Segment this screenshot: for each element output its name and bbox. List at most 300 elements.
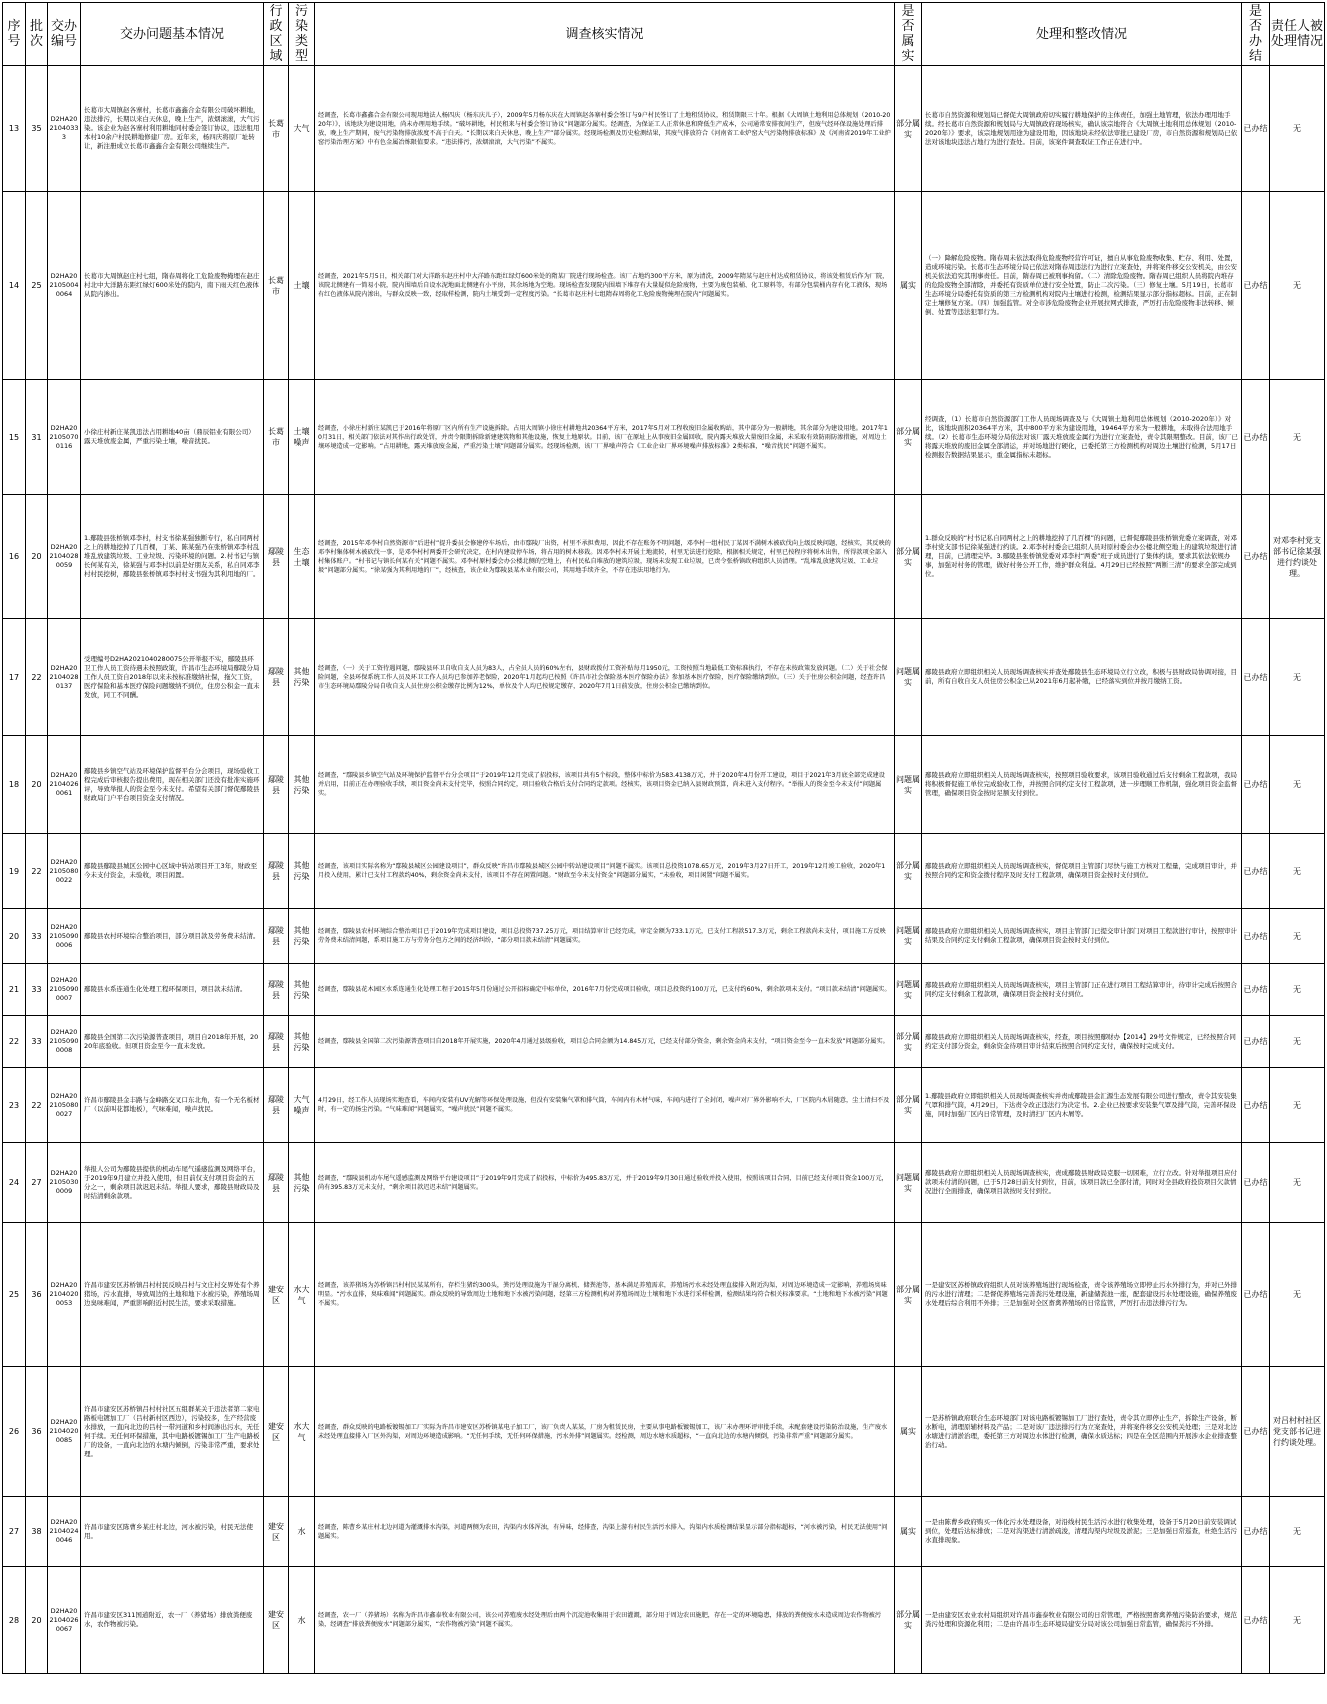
row-code-text: D2HA2021040200085 bbox=[49, 1418, 79, 1444]
true-header: 是否属实 bbox=[895, 3, 922, 66]
row-handling bbox=[922, 192, 1242, 380]
row-done-text: 已办结 bbox=[1243, 432, 1268, 442]
row-handling-text: 1.鄢陵县政府立即组织相关人员现场调查核实并责成鄢陵县金汇源生态发展有限公司进行整改，责令其安装集气罩和排气筒，4月29日，下达责令改正违法行为决定书。2.企业已按要求安装集气罩及排气筒，完善环保设施，同时加强厂区内日常管理，及时清扫厂区内木屑等。 bbox=[925, 1091, 1237, 1118]
row-seq bbox=[3, 192, 26, 380]
row-true bbox=[895, 1068, 922, 1143]
row-person-text: 无 bbox=[1293, 1615, 1301, 1625]
row-person-text: 无 bbox=[1293, 432, 1301, 442]
row-code bbox=[48, 380, 81, 495]
row-person bbox=[1270, 66, 1325, 192]
row-done bbox=[1242, 495, 1270, 619]
row-area-text: 长葛市 bbox=[268, 275, 284, 296]
row-seq-text: 28 bbox=[8, 1615, 20, 1625]
row-true-text: 问题属实 bbox=[896, 667, 920, 687]
row-handling bbox=[922, 909, 1242, 964]
row-batch bbox=[26, 834, 48, 909]
row-ptype bbox=[289, 380, 315, 495]
row-code bbox=[48, 834, 81, 909]
row-basic-text: 鄢陵县农村环境综合整治项目，部分项目款及劳务费未结清。 bbox=[84, 931, 260, 940]
row-ptype bbox=[289, 736, 315, 834]
row-seq bbox=[3, 964, 26, 1016]
row-done bbox=[1242, 736, 1270, 834]
row-person-text: 无 bbox=[1293, 1290, 1301, 1299]
row-area bbox=[264, 1016, 289, 1068]
row-true bbox=[895, 736, 922, 834]
row-area-text: 长葛市 bbox=[268, 427, 284, 447]
row-batch bbox=[26, 192, 48, 380]
batch-header: 批次 bbox=[26, 3, 48, 66]
row-investigation bbox=[315, 495, 895, 619]
row-done-text: 已办结 bbox=[1243, 281, 1268, 290]
row-area-text: 建安区 bbox=[268, 1284, 284, 1305]
row-seq-text: 17 bbox=[8, 672, 20, 682]
row-basic bbox=[81, 964, 264, 1016]
row-seq-text: 26 bbox=[8, 1427, 20, 1436]
row-batch-text: 33 bbox=[31, 931, 42, 941]
row-done bbox=[1242, 1367, 1270, 1497]
row-area-text: 鄢陵县 bbox=[268, 667, 284, 687]
row-ptype bbox=[289, 1143, 315, 1223]
row-investigation-text: 经调查，2021年5月5日，相关部门对大洋路东赵庄村中大洋路东距红绿灯600米处的隋某厂院进行现场检查。该厂占地约300平方米，原为清洗，2009年隋某与赵庄村达成租赁协议，将该处租赁后作为厂院，该院北侧建有一简易小院，院内围墙后自设水泥地面北侧建有小平房，其余场地为空地。现场检查发现院内围墙下堆存有大量疑似危险废物，主要为废包装桶、化工原料等，有部分包装桶内存有化工液体，现场有红色液体从院内渗出，与群众反映一致，经取样检测，院内土壤受到一定程度污染。“长葛市赵庄村七组隋春周将化工危险废物掩埋在院内”问题属实。 bbox=[318, 273, 889, 298]
row-batch-text: 33 bbox=[31, 985, 42, 994]
row-ptype bbox=[289, 619, 315, 736]
row-investigation bbox=[315, 1143, 895, 1223]
row-code bbox=[48, 1016, 81, 1068]
row-handling-text: 一是由建安区农业农村局组织对许昌市鑫泰牧业有限公司的日常管理，严格按照畜禽养殖污染防治要求，规范粪污处理和资源化利用；二是由许昌市生态环境局建安分局对该公司加强日常监管，确保粪污不外排。 bbox=[925, 1611, 1237, 1628]
row-investigation-text: 经调查，（一）关于工资待遇问题，鄢陵县环卫自收自支人员为83人，占全员人员的60%左右，县财政拨付工资补贴每月1950元，工资按照当地最低工资标准执行，不存在未按政策发放问题。（二）关于社会保险问题，全县环保系统工作人员及环卫工作人员均已参加养老保险，2020年1月起均已按照《许昌市社会保险基本医疗保险办法》参加基本医疗保险，医疗保险缴纳到位。（三）关于住房公积金问题，经查许昌市生态环境局鄢陵分局自收自支人员住房公积金缴存比例为12%，单位及个人均已按规定缴存，2020年7月1日前发放，住房公积金已缴纳到位。 bbox=[318, 664, 888, 690]
row-code-text: D2HA2021050900008 bbox=[49, 1028, 79, 1054]
person-header: 责任人被处理情况 bbox=[1270, 3, 1325, 66]
row-ptype-text: 土壤噪声 bbox=[293, 427, 310, 447]
row-basic bbox=[81, 834, 264, 909]
row-code-text: D2HA2021040333 bbox=[49, 115, 79, 141]
row-code bbox=[48, 1497, 81, 1567]
row-code bbox=[48, 736, 81, 834]
row-ptype-text: 水大气 bbox=[293, 1284, 310, 1305]
row-done-text: 已办结 bbox=[1243, 672, 1268, 682]
row-investigation-text: 经调查，该养猪场为苏桥镇吕村村民某某所有，存栏生猪约300头，粪污处理设施为干湿分离机、储粪池等，基本满足养殖需求，养殖场污水未经处理直接排入附近沟渠，对周边环境造成一定影响，养殖场臭味明显。“污水直排，臭味难闻”问题属实。群众反映的导致周边土地和地下水被污染问题，经第三方检测机构对养殖场周边土壤和地下水进行采样检测，检测结果均符合相关标准要求。“土地和地下水被污染”问题不属实。 bbox=[318, 1282, 888, 1307]
row-person-text: 对邓李村党支部书记徐某强进行约谈处理。 bbox=[1273, 535, 1321, 578]
row-person bbox=[1270, 1016, 1325, 1068]
row-code bbox=[48, 495, 81, 619]
row-basic-text: 受理编号D2HA2021040280075公开举报不实，鄢陵县环卫工作人员工资待遇未按照政策，许昌市生态环境局鄢陵分局工作人员工资自2018年以来未按标准缴纳社保，拖欠工资，医疗保险和基本医疗保险问题缴纳不到位，住房公积金一直未发放，同工不同酬。 bbox=[84, 654, 260, 699]
row-ptype-text: 水 bbox=[297, 1527, 306, 1536]
row-area bbox=[264, 495, 289, 619]
row-handling-text: 鄢陵县政府立即组织相关人员现场调查核实，项目主管部门已提交审计部门对项目工程款进行审计，按照审计结果及合同约定支付剩余工程款项，确保项目资金按时支付到位。 bbox=[925, 927, 1237, 944]
row-done-text: 已办结 bbox=[1243, 552, 1268, 561]
row-true bbox=[895, 1016, 922, 1068]
table-row bbox=[3, 909, 1325, 964]
row-true bbox=[895, 1367, 922, 1497]
row-done bbox=[1242, 834, 1270, 909]
row-person bbox=[1270, 909, 1325, 964]
row-ptype-text: 大气 bbox=[293, 124, 310, 133]
row-investigation-text: 4月29日，经工作人员现场实地查看，车间内安装有UV光解等环保处理设施，但没有安装集气罩和排气筒，车间内有木材气味，车间内进行了全封闭，噪声对厂界外影响不大，厂区院内木屑随意，尘土清扫不及时，有一定的扬尘污染。“气味难闻”问题属实，“噪声扰民”问题不属实。 bbox=[318, 1097, 890, 1113]
row-person bbox=[1270, 1497, 1325, 1567]
table-row bbox=[3, 1367, 1325, 1497]
row-done-text: 已办结 bbox=[1243, 985, 1268, 994]
row-code bbox=[48, 1567, 81, 1674]
row-done-text: 已办结 bbox=[1243, 1037, 1268, 1046]
row-true-text: 问题属实 bbox=[896, 979, 920, 1000]
row-basic bbox=[81, 1497, 264, 1567]
row-done bbox=[1242, 1143, 1270, 1223]
row-person-text: 无 bbox=[1293, 931, 1301, 941]
row-seq-text: 21 bbox=[8, 985, 20, 994]
row-ptype bbox=[289, 192, 315, 380]
row-done-text: 已办结 bbox=[1243, 931, 1268, 941]
row-area bbox=[264, 380, 289, 495]
row-code-text: D2HA2021050040064 bbox=[49, 272, 79, 298]
row-handling bbox=[922, 1143, 1242, 1223]
row-person bbox=[1270, 736, 1325, 834]
row-investigation-text: 经调查，该项目实际名称为“鄢陵县城区公园建设项目”，群众反映“许昌市鄢陵县城区公园中转站建设项目”问题不属实。该项目总投资1078.65万元，2019年3月27日开工，2019年12月竣工验收，2020年1月投入使用，累计已支付工程款约40%，剩余资金尚未支付，该项目不存在闲置问题。“财政至今未支付资金”问题部分属实，“未验收，项目闲置”问题不属实。 bbox=[318, 863, 886, 879]
row-batch-text: 22 bbox=[31, 672, 42, 682]
row-true-text: 部分属实 bbox=[896, 1610, 920, 1630]
row-done-text: 已办结 bbox=[1243, 124, 1268, 133]
row-ptype bbox=[289, 1223, 315, 1367]
row-seq bbox=[3, 66, 26, 192]
row-batch-text: 38 bbox=[31, 1527, 42, 1536]
row-investigation-text: 经调查，小徐庄村新庄某凯已于2016年将原厂区内所有生产设施拆除。占用大周镇小徐庄村耕地共20364平方米，2017年5月对工程收废旧金属收购站，其中部分为一般耕地，其余部分为建设用地。2017年10月31日，相关部门依法对其作出行政处罚，并责令限期拆除新建建筑物和其他设施，恢复土地原状。目前，该厂在原址上从事废旧金属回收，院内露天堆放大量废旧金属，未采取有效防雨防渗措施，对周边土壤环境造成一定影响。“占用耕地，露天堆放废金属，严重污染土壤”问题部分属实。经现场检测，该厂厂界噪声符合《工业企业厂界环境噪声排放标准》2类标准，“噪音扰民”问题不属实。 bbox=[318, 424, 888, 450]
row-handling bbox=[922, 1367, 1242, 1497]
row-done-text: 已办结 bbox=[1243, 1427, 1268, 1436]
row-ptype-text: 生态土壤 bbox=[293, 546, 310, 567]
row-person-text: 对吕村村社区党支部书记进行约谈处理。 bbox=[1273, 1416, 1321, 1447]
row-done bbox=[1242, 1016, 1270, 1068]
row-handling-text: 长葛市自然资源和规划局已督促大周镇政府切实履行耕地保护的主体责任，加强土地管理，依法办理用地手续。经长葛市自然资源和规划局与大周镇政府现场核实，确认该宗地符合《大周镇土地利用总体规划（2010-2020年）》要求，该宗地规划用途为建设用地，因该地块未经依法审批已建设厂房，市自然资源和规划局已依法对该地块违法占地行为进行查处。目前，该案件调查取证工作正在进行中。 bbox=[925, 110, 1238, 146]
row-area bbox=[264, 1567, 289, 1674]
table-row bbox=[3, 964, 1325, 1016]
row-area bbox=[264, 66, 289, 192]
row-investigation bbox=[315, 834, 895, 909]
table-row bbox=[3, 1223, 1325, 1367]
table-row bbox=[3, 619, 1325, 736]
row-ptype-text: 水 bbox=[297, 1615, 306, 1625]
row-handling-text: 鄢陵县政府立即组织相关人员现场调查核实，按照项目验收要求，该项目验收通过后支付剩余工程款项，我局将积极督促施工单位完成验收工作，并按照合同约定支付工程款项，进一步理顺工作机制，强化项目资金监督管理，确保项目资金按时足额支付到位。 bbox=[925, 771, 1237, 797]
row-investigation-text: 经调查，长葛市鑫鑫合金有限公司现用地法人杨四庆（杨东庆儿子），2009年5月杨东庆在大周镇赵各寨村委会签订与9户村民签订了土地租赁协议，租赁期限三十年。根据《大周镇土地利用总体规划（2010-2020年）》，该地块为建设用地，尚未办理用地手续。“破坏耕地，村民租来与村委会签订协议”问题部分属实。经调查，为保证工人正常休息和降低生产成本，公司通常安排夜间生产，但废气经环保设施处理后排放，晚上生产期间，废气污染物排放浓度不高于白天。“长期以来白天休息，晚上生产”部分属实。经现场检测及历史检测结果，其废气排放符合《河南省工业炉窑大气污染物排放标准》及《河南省2019年工业炉窑污染治理方案》中有色金属冶炼限值要求。“违法排污，浓烟滚滚，大气污染”不属实。 bbox=[318, 111, 891, 146]
row-batch bbox=[26, 1068, 48, 1143]
row-handling bbox=[922, 834, 1242, 909]
row-code bbox=[48, 66, 81, 192]
row-batch-text: 36 bbox=[31, 1427, 42, 1436]
row-area bbox=[264, 1143, 289, 1223]
row-ptype bbox=[289, 964, 315, 1016]
seq-header: 序号 bbox=[3, 3, 26, 66]
row-person-text: 无 bbox=[1293, 672, 1301, 682]
row-done-text: 已办结 bbox=[1243, 1290, 1268, 1299]
handling-header: 处理和整改情况 bbox=[922, 3, 1242, 66]
row-batch-text: 22 bbox=[31, 866, 42, 876]
row-batch-text: 25 bbox=[31, 281, 42, 290]
row-batch-text: 20 bbox=[31, 1615, 42, 1625]
row-handling-text: 1.群众反映的“村书记私自同两村之上的耕地挖掉了几百棵”的问题，已督促鄢陵县张桥镇党委立案调查，对邓李村党支部书记徐某强进行约谈。2.邓李村村委会已组织人员对原村委会办公楼北侧空地上的建筑垃圾进行清理，目前，已清理完毕。3.鄢陵县张桥镇党委对邓李村“两委”班子成员进行了集体约谈，要求其依法依规办事，加强对村务的管理，做好村务公开工作，维护群众利益。4月29日已经按照“两断三清”的要求全部完成到位。 bbox=[925, 534, 1237, 578]
row-investigation-text: 经调查，鄢陵县农村环境综合整治项目已于2019年完成项目建设，项目总投资737.25万元，项目结算审计已经完成，审定金额为733.1万元，已支付工程款517.3万元，剩余工程款尚未支付，项目施工方反映劳务费未结清问题，系项目施工方与劳务分包方之间的经济纠纷，“部分项目款未结清”问题属实。 bbox=[318, 928, 886, 944]
row-basic-text: 小徐庄村新庄某凯违法占用耕地40亩（鼎辰铝业有限公司）露天堆放废金属，严重污染土壤，噪音扰民。 bbox=[84, 428, 255, 445]
row-true-text: 问题属实 bbox=[896, 774, 920, 795]
table-row bbox=[3, 380, 1325, 495]
row-code-text: D2HA2021050800027 bbox=[49, 1091, 79, 1118]
row-batch bbox=[26, 909, 48, 964]
row-person-text: 无 bbox=[1293, 1527, 1301, 1536]
row-ptype-text: 水大气 bbox=[293, 1421, 310, 1442]
row-basic bbox=[81, 1068, 264, 1143]
row-batch bbox=[26, 1016, 48, 1068]
row-area bbox=[264, 964, 289, 1016]
row-code bbox=[48, 192, 81, 380]
row-handling bbox=[922, 736, 1242, 834]
row-investigation bbox=[315, 66, 895, 192]
row-person bbox=[1270, 380, 1325, 495]
row-batch bbox=[26, 66, 48, 192]
row-handling bbox=[922, 1497, 1242, 1567]
row-basic-text: 鄢陵县乡镇空气站及环境保护监督平台分会项目，现场验收工程完成后审核报告提出费用，现在相关部门还没有批准实施环评，导致举报人的资金至今未支付。希望有关部门督促鄢陵县财政局门户平台项目资金支付情况。 bbox=[84, 766, 260, 802]
row-investigation bbox=[315, 1567, 895, 1674]
row-ptype-text: 其他污染 bbox=[293, 774, 310, 795]
row-person bbox=[1270, 1143, 1325, 1223]
row-batch bbox=[26, 1223, 48, 1367]
row-handling-text: 一是由陈曹乡政府购买一体化污水处理设备，对沿线村民生活污水进行收集处理，设备于5月20日前安装调试到位，处理后达标排放；二是对沟渠进行清淤疏浚，清理沟渠内垃圾及淤泥；三是加强日常巡查，杜绝生活污水直排现象。 bbox=[925, 1518, 1237, 1544]
row-ptype bbox=[289, 1016, 315, 1068]
row-batch-text: 20 bbox=[31, 780, 42, 789]
row-done-text: 已办结 bbox=[1243, 1100, 1268, 1110]
row-basic bbox=[81, 619, 264, 736]
row-code bbox=[48, 1367, 81, 1497]
row-done bbox=[1242, 1567, 1270, 1674]
row-code-text: D2HA2021040200053 bbox=[49, 1281, 79, 1307]
row-true-text: 部分属实 bbox=[896, 1095, 920, 1115]
row-ptype-text: 其他污染 bbox=[293, 926, 310, 946]
row-true bbox=[895, 964, 922, 1016]
row-true bbox=[895, 619, 922, 736]
row-area bbox=[264, 1068, 289, 1143]
row-seq bbox=[3, 1223, 26, 1367]
row-handling-text: 经调查，（1）长葛市自然资源部门工作人员现场调查及与《大周镇土地利用总体规划（2010-2020年）》对比，该地块面积20364平方米，其中800平方米为建设用地，19464平方米为一般耕地，未取得合法用地手续。（2）长葛市生态环境分局依法对该厂露天堆放废金属行为进行立案查处，责令其限期整改。目前，该厂已将露天堆放的废旧金属全部清运，并对场地进行硬化，已委托第三方检测机构对周边土壤进行检测，5月17日检测报告数据结果显示，重金属指标未超标。 bbox=[925, 414, 1238, 459]
row-handling-text: 一是建安区苏桥镇政府组织人员对该养殖场进行现场检查，责令该养殖场立即停止污水外排行为，并对已外排的污水进行清理；二是督促养殖场完善粪污处理设施，新建储粪池一座，配套建设污水处理设施，确保养殖废水处理后综合利用不外排；三是加强对全区畜禽养殖场的日常监管，严厉打击违法排污行为。 bbox=[925, 1281, 1237, 1307]
row-true-text: 属实 bbox=[900, 281, 916, 290]
row-ptype bbox=[289, 1567, 315, 1674]
row-true-text: 属实 bbox=[900, 1527, 916, 1536]
row-true bbox=[895, 909, 922, 964]
row-seq bbox=[3, 736, 26, 834]
row-basic bbox=[81, 380, 264, 495]
row-code-text: D2HA2021050700116 bbox=[49, 423, 79, 450]
row-basic bbox=[81, 192, 264, 380]
table-row bbox=[3, 1068, 1325, 1143]
row-investigation bbox=[315, 619, 895, 736]
row-seq-text: 18 bbox=[8, 780, 20, 789]
row-done bbox=[1242, 192, 1270, 380]
ptype-header: 污染类型 bbox=[289, 3, 315, 66]
case-table bbox=[2, 2, 1325, 1674]
row-true-text: 问题属实 bbox=[896, 1172, 920, 1193]
row-person bbox=[1270, 1367, 1325, 1497]
row-true-text: 部分属实 bbox=[896, 546, 920, 567]
row-basic bbox=[81, 1567, 264, 1674]
row-done bbox=[1242, 1068, 1270, 1143]
row-person bbox=[1270, 1223, 1325, 1367]
row-area bbox=[264, 834, 289, 909]
row-true bbox=[895, 380, 922, 495]
row-true bbox=[895, 1567, 922, 1674]
row-done-text: 已办结 bbox=[1243, 866, 1268, 876]
row-investigation-text: 经调查，农一厂（养猪场）名称为许昌市鑫泰牧业有限公司，该公司养殖废水经处理后由两个沉淀池收集用于农田灌溉，部分用于周边农田施肥，存在一定的环境隐患，排放的粪便废水未造成周边农作物被污染，经调查“排放粪便废水”问题部分属实，“农作物被污染”问题不属实。 bbox=[318, 1612, 882, 1628]
row-seq bbox=[3, 1367, 26, 1497]
row-basic-text: 许昌市建安区陈曹乡某庄村北边，河水被污染，村民无法使用。 bbox=[84, 1522, 253, 1540]
row-batch bbox=[26, 1497, 48, 1567]
row-true-text: 部分属实 bbox=[896, 1284, 920, 1305]
row-basic-text: 许昌市鄢陵县金丰路与金峰路交叉口东北角，有一个无名板材厂（以前叫花都地板），气味难闻，噪声扰民。 bbox=[84, 1096, 260, 1113]
row-ptype bbox=[289, 834, 315, 909]
row-handling bbox=[922, 1567, 1242, 1674]
row-code-text: D2HA2021050800022 bbox=[49, 857, 79, 884]
row-code-text: D2HA2021050900007 bbox=[49, 976, 79, 1002]
row-done-text: 已办结 bbox=[1243, 1178, 1268, 1187]
row-handling bbox=[922, 380, 1242, 495]
investigation-header: 调查核实情况 bbox=[315, 3, 895, 66]
row-basic bbox=[81, 1143, 264, 1223]
row-person-text: 无 bbox=[1293, 985, 1301, 994]
row-basic-text: 许昌市建安区苏桥镇吕村村社区五组群某关于违法者第二家电路板电镀加工厂（吕村新村区西边），污染较多，生产经营废水排放，一直向北边的吕村一带河道和乡村间渗出污水，无任何手续。无任何环保措施，其中电路板镀锡加工厂生产电路板厂的设备，一直向北边的水塘内倾倒，污染非常严重，要求处理。 bbox=[84, 1404, 260, 1458]
row-investigation-text: 经调查，鄢陵县全国第二次污染源普查项目自2018年开展实施，2020年4月通过县级验收，项目总合同金额为14.845万元，已经支付部分资金，剩余资金尚未支付，“项目资金至今一直未发放”问题部分属实。 bbox=[318, 1038, 889, 1045]
row-area-text: 长葛市 bbox=[268, 118, 284, 139]
row-person bbox=[1270, 1068, 1325, 1143]
row-ptype-text: 其他污染 bbox=[293, 1031, 310, 1052]
row-handling bbox=[922, 1223, 1242, 1367]
row-batch-text: 20 bbox=[31, 552, 42, 561]
row-investigation bbox=[315, 380, 895, 495]
row-person bbox=[1270, 834, 1325, 909]
row-true bbox=[895, 192, 922, 380]
row-basic-text: 鄢陵县水系连通生化处理工程环保项目，项目款未结清。 bbox=[84, 985, 247, 993]
table-row bbox=[3, 1567, 1325, 1674]
row-basic bbox=[81, 66, 264, 192]
row-basic-text: 鄢陵县全国第二次污染源普查项目，项目自2018年开展，2020年底验收。但项目资金至今一直未发放。 bbox=[84, 1032, 259, 1050]
row-seq-text: 25 bbox=[8, 1290, 20, 1299]
row-seq-text: 27 bbox=[8, 1527, 20, 1536]
row-seq bbox=[3, 1497, 26, 1567]
row-basic bbox=[81, 909, 264, 964]
row-code bbox=[48, 964, 81, 1016]
row-ptype-text: 其他污染 bbox=[293, 1172, 310, 1193]
row-done-text: 已办结 bbox=[1243, 1615, 1268, 1625]
row-person-text: 无 bbox=[1293, 780, 1301, 789]
row-investigation-text: 经调查，鄢陵县花木园区水系连通生化处理工程于2015年5月份通过公开招标确定中标单位，2016年7月份完成项目验收，项目总投资约100万元，已支付约60%，剩余款项未支付。“项目款未结清”问题属实。 bbox=[318, 986, 891, 993]
row-person-text: 无 bbox=[1293, 124, 1301, 133]
row-handling-text: 鄢陵县政府立即组织相关人员现场调查核实，督促项目主管部门尽快与施工方核对工程量，完成项目审计，并按照合同约定和资金拨付程序及时支付工程款项，确保项目资金按时支付到位。 bbox=[925, 862, 1237, 879]
row-batch-text: 27 bbox=[31, 1178, 42, 1187]
row-seq bbox=[3, 1143, 26, 1223]
row-area bbox=[264, 1367, 289, 1497]
row-code-text: D2HA2021040280137 bbox=[49, 663, 79, 690]
row-code-text: D2HA2021050900006 bbox=[49, 922, 79, 949]
row-code bbox=[48, 1143, 81, 1223]
row-handling bbox=[922, 1016, 1242, 1068]
row-area bbox=[264, 192, 289, 380]
row-true-text: 部分属实 bbox=[896, 1031, 920, 1052]
row-seq bbox=[3, 495, 26, 619]
row-ptype bbox=[289, 909, 315, 964]
row-true bbox=[895, 834, 922, 909]
row-batch bbox=[26, 964, 48, 1016]
row-seq-text: 24 bbox=[8, 1178, 20, 1187]
row-handling-text: 鄢陵县政府立即组织相关人员现场调查核实并查处鄢陵县生态环境局立行立改，积极与县财政局协调对接，目前，所有自收自支人员住房公积金已从2021年6月起补缴，已经落实到位并按月缴纳工资。 bbox=[925, 668, 1237, 685]
row-seq bbox=[3, 909, 26, 964]
row-investigation bbox=[315, 909, 895, 964]
row-seq bbox=[3, 834, 26, 909]
table-row bbox=[3, 1016, 1325, 1068]
row-code bbox=[48, 909, 81, 964]
row-done bbox=[1242, 380, 1270, 495]
row-person-text: 无 bbox=[1293, 281, 1301, 290]
row-person-text: 无 bbox=[1293, 866, 1301, 876]
row-batch bbox=[26, 619, 48, 736]
row-true bbox=[895, 1223, 922, 1367]
row-seq bbox=[3, 1068, 26, 1143]
row-person bbox=[1270, 495, 1325, 619]
row-area bbox=[264, 1497, 289, 1567]
row-batch-text: 33 bbox=[31, 1037, 42, 1046]
row-ptype-text: 土壤 bbox=[293, 281, 310, 290]
row-investigation-text: 经调查，“鄢陵县乡镇空气站及环境保护监督平台分会项目”于2019年12月完成了招投标，该项目共有5个标段，整体中标价为583.4138万元，并于2020年4月份开工建设，项目于2021年3月底全部完成建设并启用，目前正在办理验收手续，项目资金尚未支付完毕，按照合同约定，项目验收合格后支付合同约定款项。经核实，该项目资金已纳入县财政预算，尚未进入支付程序。“举报人的资金至今未支付”问题属实。 bbox=[318, 772, 885, 797]
row-ptype-text: 大气噪声 bbox=[293, 1095, 310, 1115]
row-done bbox=[1242, 909, 1270, 964]
row-basic-text: 1.鄢陵县张桥镇邓李村，村支书徐某强独断专行，私自同两村之上的耕地挖掉了几百棵，丁某、陈某强乃在张桥镇邓李村乱堆乱放建筑垃圾、工业垃圾、污染环境的问题。2.村书记与镇长何某有关，徐某强与邓李村以前是好朋友关系，私自同邓李村村民挖树，鄢陵县张桥镇邓李村村支书强为其利用地的厂。 bbox=[84, 534, 260, 578]
row-batch bbox=[26, 1143, 48, 1223]
row-investigation bbox=[315, 964, 895, 1016]
row-investigation-text: 经调查，陈曹乡某庄村北边河道为灌溉排水沟渠，河道两侧为农田，沟渠内水体浑浊，有异味，经排查，沟渠上游有村民生活污水排入，沟渠内水质检测结果显示部分指标超标，“河水被污染，村民无法使用”问题属实。 bbox=[318, 1523, 888, 1540]
row-area-text: 鄢陵县 bbox=[268, 861, 284, 881]
table-row bbox=[3, 66, 1325, 192]
row-done bbox=[1242, 1223, 1270, 1367]
row-person bbox=[1270, 964, 1325, 1016]
row-done bbox=[1242, 964, 1270, 1016]
row-ptype bbox=[289, 1068, 315, 1143]
row-basic bbox=[81, 495, 264, 619]
row-area-text: 鄢陵县 bbox=[268, 546, 284, 567]
table-row bbox=[3, 1143, 1325, 1223]
row-batch-text: 22 bbox=[31, 1100, 42, 1110]
row-handling bbox=[922, 619, 1242, 736]
row-seq-text: 19 bbox=[8, 866, 20, 876]
row-basic-text: 举报人公司为鄢陵县提供的机动车尾气遥感监测及网络平台，于2019年9月建立并投入使用，但目前仅支付项目资金的五分之一，剩余项目款迟迟未结。举报人要求，鄢陵县财政局及时结清剩余款项。 bbox=[84, 1164, 260, 1200]
row-person-text: 无 bbox=[1293, 1100, 1301, 1110]
row-basic-text: 长葛市大周镇赵各寨村，长葛市鑫鑫合金有限公司破坏耕地，违法排污，长期以来白天休息，晚上生产，浓烟滚滚，大气污染。该企业为赵各寨村利用耕地同村委会签订协议，违法租用本村10余户村民耕地修建厂房。近年来，杨四庆将原厂址转让，新注册成立长葛市鑫鑫合金有限公司继续生产。 bbox=[84, 106, 260, 150]
row-seq-text: 14 bbox=[8, 281, 20, 290]
basic-header: 交办问题基本情况 bbox=[81, 3, 264, 66]
table-row bbox=[3, 834, 1325, 909]
table-row bbox=[3, 736, 1325, 834]
row-true bbox=[895, 1497, 922, 1567]
row-ptype bbox=[289, 1497, 315, 1567]
area-header: 行政区域 bbox=[264, 3, 289, 66]
row-code-text: D2HA2021040280059 bbox=[49, 543, 79, 569]
row-basic-text: 许昌市建安区311国道附近，农一厂（养猪场）排放粪便废水，农作物被污染。 bbox=[84, 1611, 253, 1628]
row-handling bbox=[922, 495, 1242, 619]
row-area bbox=[264, 619, 289, 736]
done-header: 是否办结 bbox=[1242, 3, 1270, 66]
row-basic-text: 长葛市大周镇赵庄村七组，隋春周将化工危险废物掩埋在赵庄村北中大洋路东距红绿灯600米处的院内，南下雨天红色液体从院内渗出。 bbox=[84, 272, 260, 298]
row-investigation-text: 经调查，群众反映的电路板镀锡加工厂实际为许昌市建安区苏桥镇某电子加工厂，该厂负责人某某，厂房为租赁民房，主要从事电路板镀锡加工，该厂未办理环评审批手续，未配套建设污染防治设施，生产废水未经处理直接排入厂区外沟渠，对周边环境造成影响。“无任何手续，无任何环保措施，污水外排”问题属实。经检测，周边水塘水质超标，“一直向北边的水塘内倾倒，污染非常严重”问题部分属实。 bbox=[318, 1423, 888, 1440]
row-true-text: 部分属实 bbox=[896, 861, 920, 881]
row-batch-text: 35 bbox=[31, 124, 42, 133]
row-area-text: 鄢陵县 bbox=[268, 979, 284, 1000]
row-seq-text: 13 bbox=[8, 124, 20, 133]
row-code-text: D2HA2021040240046 bbox=[49, 1518, 79, 1544]
row-handling-text: 鄢陵县政府立即组织相关人员现场调查核实，经查，项目按照鄢财办【2014】29号文件规定，已经按照合同约定支付部分资金，剩余资金待项目审计结束后按照合同约定支付，确保按时完成支付。 bbox=[925, 1032, 1236, 1050]
row-seq-text: 15 bbox=[8, 432, 20, 442]
row-seq bbox=[3, 619, 26, 736]
